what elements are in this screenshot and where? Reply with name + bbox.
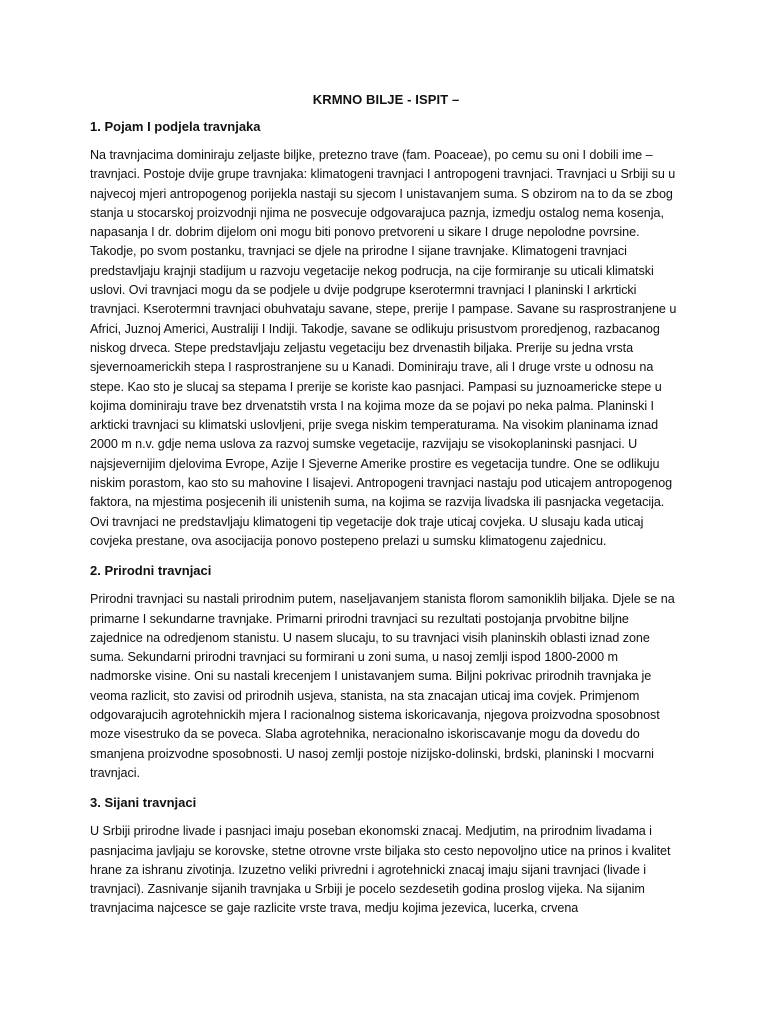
section-heading: 2. Prirodni travnjaci <box>90 563 212 579</box>
section-heading: 1. Pojam I podjela travnjaka <box>90 119 261 134</box>
section-heading: 3. Sijani travnjaci <box>90 795 197 811</box>
document-title: KRMNO BILJE - ISPIT – <box>312 92 460 107</box>
section-2 <box>90 562 682 783</box>
section-3 <box>90 794 682 918</box>
document-page <box>90 91 682 930</box>
section-1 <box>90 118 682 551</box>
section-paragraph: Na travnjacima dominiraju zeljaste biljke, pretezno trave (fam. Poaceae), po cemu su oni I dobili ime – travnjaci. Postoje dvije grupe travnjaka: klimatogeni travnjaci I antropogeni travnjaci. Travnjaci u Srbiji su u najvecoj mjeri antropogenog porijekla nastaji su sjecom I unistavanjem suma. S obzirom na to da se zbog stanja u stocarskoj proizvodnji njima ne posvecuje odgovarajuca paznja, izmedju ostalog nema kosenja, napasanja I dr. dobrim dijelom oni mogu biti ponovo pretvoreni u sikare I druge nepolodne povrsine. Takodje, po svom postanku, travnjaci se djele na prirodne I sijane travnjake. Klimatogeni travnjaci predstavljaju krajnji stadijum u razvoju vegetacije nekog podrucja, na cije formiranje su uticali klimatski uslovi. Ovi travnjaci mogu da se podjele u dvije podgrupe kserotermni travnjaci I planinski I arkrticki travnjaci. Kserotermni travnjaci obuhvataju savane, stepe, prerije I pampase. Savane su rasprostranjene u Africi, Juznoj Americi, Australiji I Indiji. Takodje, savane se odlikuju prisustvom proredjenog, razbacanog niskog drveca. Stepe predstavljaju zeljastu vegetaciju bez drvenastih biljaka. Prerije su jedna vrsta sjevernoamerickih stepa I rasprostranjene su u Kanadi. Dominiraju trave, ali I druge vrste u odnosu na stepe. Kao sto je slucaj sa stepama I prerije se koriste kao pasnjaci. Pampasi su juznoamericke stepe u kojima dominiraju trave bez drvenatstih vrsta I na kojima moze da se pojavi po neka palma. Planinski I arkticki travnjaci su klimatski uslovljeni, prije svega niskim temperaturama. Na visokim planinama iznad 2000 m n.v. gdje nema uslova za razvoj sumske vegetacije, razvijaju se visokoplaninski pasnjaci. U najsjevernijim djelovima Evrope, Azije I Sjeverne Amerike prostire es vegetacija tundre. One se odlikuju niskim porastom, kao sto su mahovine I lisajevi. Antropogeni travnjaci nastaju pod uticajem antropogenog faktora, na mjestima posjecenih ili unistenih suma, na kojima se razvija livadska ili pasnjacka vegetacija. Ovi travnjaci ne predstavljaju klimatogeni tip vegetacije dok traje uticaj covjeka. U slusaju kada uticaj covjeka prestane, ova asocijacija ponovo postepeno prelazi u sumsku klimatogenu zajednicu. <box>90 148 677 548</box>
section-paragraph: Prirodni travnjaci su nastali prirodnim putem, naseljavanjem stanista florom samoniklih biljaka. Djele se na primarne I sekundarne travnjake. Primarni prirodni travnjaci su rezultati postojanja prvobitne biljne zajednice na odredjenom stanistu. U nasem slucaju, to su travnjaci visih planinskih oblasti iznad zone suma. Sekundarni prirodni travnjaci su formirani u zoni suma, u nasoj zemlji ispod 1800-2000 m nadmorske visine. Oni su nastali krecenjem I unistavanjem suma. Biljni pokrivac prirodnih travnjaka je veoma razlicit, sto zavisi od prirodnih usjeva, stanista, na sta znacajan uticaj ima covjek. Primjenom odgovarajucih agrotehnickih mjera I racionalnog sistema iskoricavanja, njegova proizvodna sposobnost moze visestruko da se poveca. Slaba agrotehnika, neracionalno iskoriscavanje mogu da dovedu do smanjena proizvodne sposobnosti. U nasoj zemlji postoje nizijsko-dolinski, brdski, planinski I mocvarni travnjaci. <box>90 592 675 780</box>
section-paragraph: U Srbiji prirodne livade i pasnjaci imaju poseban ekonomski znacaj. Medjutim, na prirodnim livadama i pasnjacima javljaju se korovske, stetne otrovne vrste biljaka sto cesto nepovoljno utice na prinos i kvalitet hrane za ishranu zivotinja. Izuzetno veliki privredni i agrotehnicki znacaj imaju sijani travnjaci (livade i travnjaci). Zasnivanje sijanih travnjaka u Srbiji je pocelo sezdesetih godina proslog vijeka. Na sijanim travnjacima najcesce se gaje razlicite vrste trava, medju kojima jezevica, lucerka, crvena <box>90 824 671 916</box>
